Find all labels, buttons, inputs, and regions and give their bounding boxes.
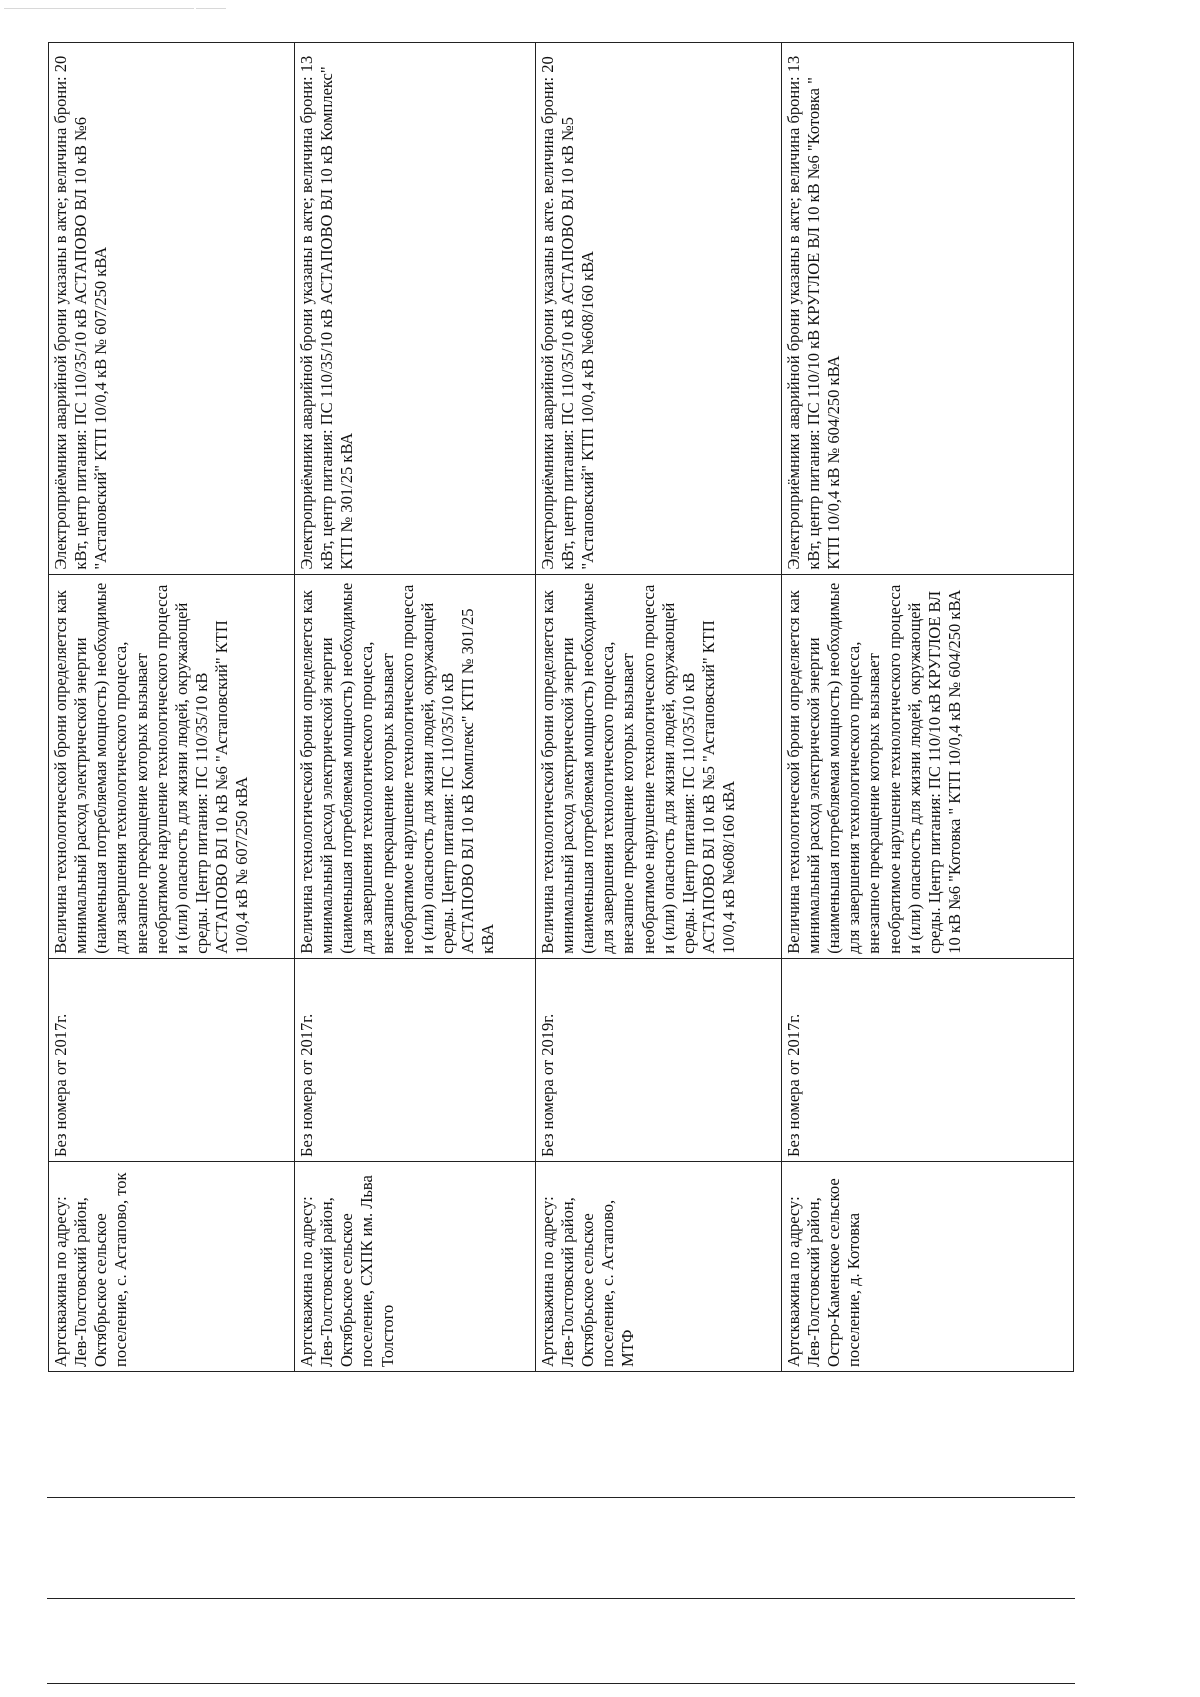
act-number-cell: Без номера от 2017г. — [781, 958, 1073, 1161]
object-address-cell: Артскважина по адресу: Лев-Толстовский район, Октябрьское сельское поселение, СХПК им. Льва Толстого — [295, 1162, 536, 1372]
act-number-cell: Без номера от 2017г. — [49, 958, 295, 1161]
tech-reserve-cell: Величина технологической брони определяется как минимальный расход электрической энергии (наименьшая потребляемая мощность) необходимые для завершения технологического процесса, внезапное прекращение которых вызывает необратимое нарушение технологического процесса и (или) опасность для жизни людей, окружающей среды. Центр питания: ПС 110/10 кВ КРУГЛОЕ ВЛ 10 кВ №6 "Котовка " КТП 10/0,4 кВ № 604/250 кВА — [781, 574, 1073, 958]
table-row — [295, 43, 536, 1372]
table-row — [535, 43, 781, 1372]
table-rule-lower-2 — [47, 1598, 1075, 1599]
table-rule-lower-3 — [47, 1683, 1075, 1684]
rotated-table-container — [48, 42, 1074, 1372]
act-number-cell: Без номера от 2017г. — [295, 958, 536, 1161]
emergency-reserve-cell: Электроприёмники аварийной брони указаны в акте. величина брони: 20 кВт, центр питания: ПС 110/35/10 кВ АСТАПОВО ВЛ 10 кВ №5 "Астаповский" КТП 10/0,4 кВ №608/160 кВА — [535, 43, 781, 575]
act-number-cell: Без номера от 2019г. — [535, 958, 781, 1161]
scan-artifact — [4, 8, 194, 9]
tech-reserve-cell: Величина технологической брони определяется как минимальный расход электрической энергии (наименьшая потребляемая мощность) необходимые для завершения технологического процесса, внезапное прекращение которых вызывает необратимое нарушение технологического процесса и (или) опасность для жизни людей, окружающей среды. Центр питания: ПС 110/35/10 кВ АСТАПОВО ВЛ 10 кВ Комплекс" КТП № 301/25 кВА — [295, 574, 536, 958]
tech-reserve-cell: Величина технологической брони определяется как минимальный расход электрической энергии (наименьшая потребляемая мощность) необходимые для завершения технологического процесса, внезапное прекращение которых вызывает необратимое нарушение технологического процесса и (или) опасность для жизни людей, окружающей среды. Центр питания: ПС 110/35/10 кВ АСТАПОВО ВЛ 10 кВ №5 "Астаповский" КТП 10/0,4 кВ №608/160 кВА — [535, 574, 781, 958]
emergency-reserve-cell: Электроприёмники аварийной брони указаны в акте; величина брони: 13 кВт, центр питания: ПС 110/10 кВ КРУГЛОЕ ВЛ 10 кВ №6 "Котовка " КТП 10/0,4 кВ № 604/250 кВА — [781, 43, 1073, 575]
object-address-cell: Артскважина по адресу: Лев-Толстовский район, Остро-Каменское сельское поселение, д. Котовка — [781, 1162, 1073, 1372]
table-rule-lower-1 — [47, 1497, 1075, 1498]
reserve-table — [48, 42, 1074, 1372]
object-address-cell: Артскважина по адресу: Лев-Толстовский район, Октябрьское сельское поселение, с. Астапово, ток — [49, 1162, 295, 1372]
emergency-reserve-cell: Электроприёмники аварийной брони указаны в акте; величина брони: 20 кВт, центр питания: ПС 110/35/10 кВ АСТАПОВО ВЛ 10 кВ №6 "Астаповский" КТП 10/0,4 кВ № 607/250 кВА — [49, 43, 295, 575]
table-row — [49, 43, 295, 1372]
table-row — [781, 43, 1073, 1372]
emergency-reserve-cell: Электроприёмники аварийной брони указаны в акте; величина брони: 13 кВт, центр питания: ПС 110/35/10 кВ АСТАПОВО ВЛ 10 кВ Комплекс" КТП № 301/25 кВА — [295, 43, 536, 575]
tech-reserve-cell: Величина технологической брони определяется как минимальный расход электрической энергии (наименьшая потребляемая мощность) необходимые для завершения технологического процесса, внезапное прекращение которых вызывает необратимое нарушение технологического процесса и (или) опасность для жизни людей, окружающей среды. Центр питания: ПС 110/35/10 кВ АСТАПОВО ВЛ 10 кВ №6 "Астаповский" КТП 10/0,4 кВ № 607/250 кВА — [49, 574, 295, 958]
object-address-cell: Артскважина по адресу: Лев-Толстовский район, Октябрьское сельское поселение, с. Астапово, МТФ — [535, 1162, 781, 1372]
scan-artifact — [196, 8, 226, 9]
